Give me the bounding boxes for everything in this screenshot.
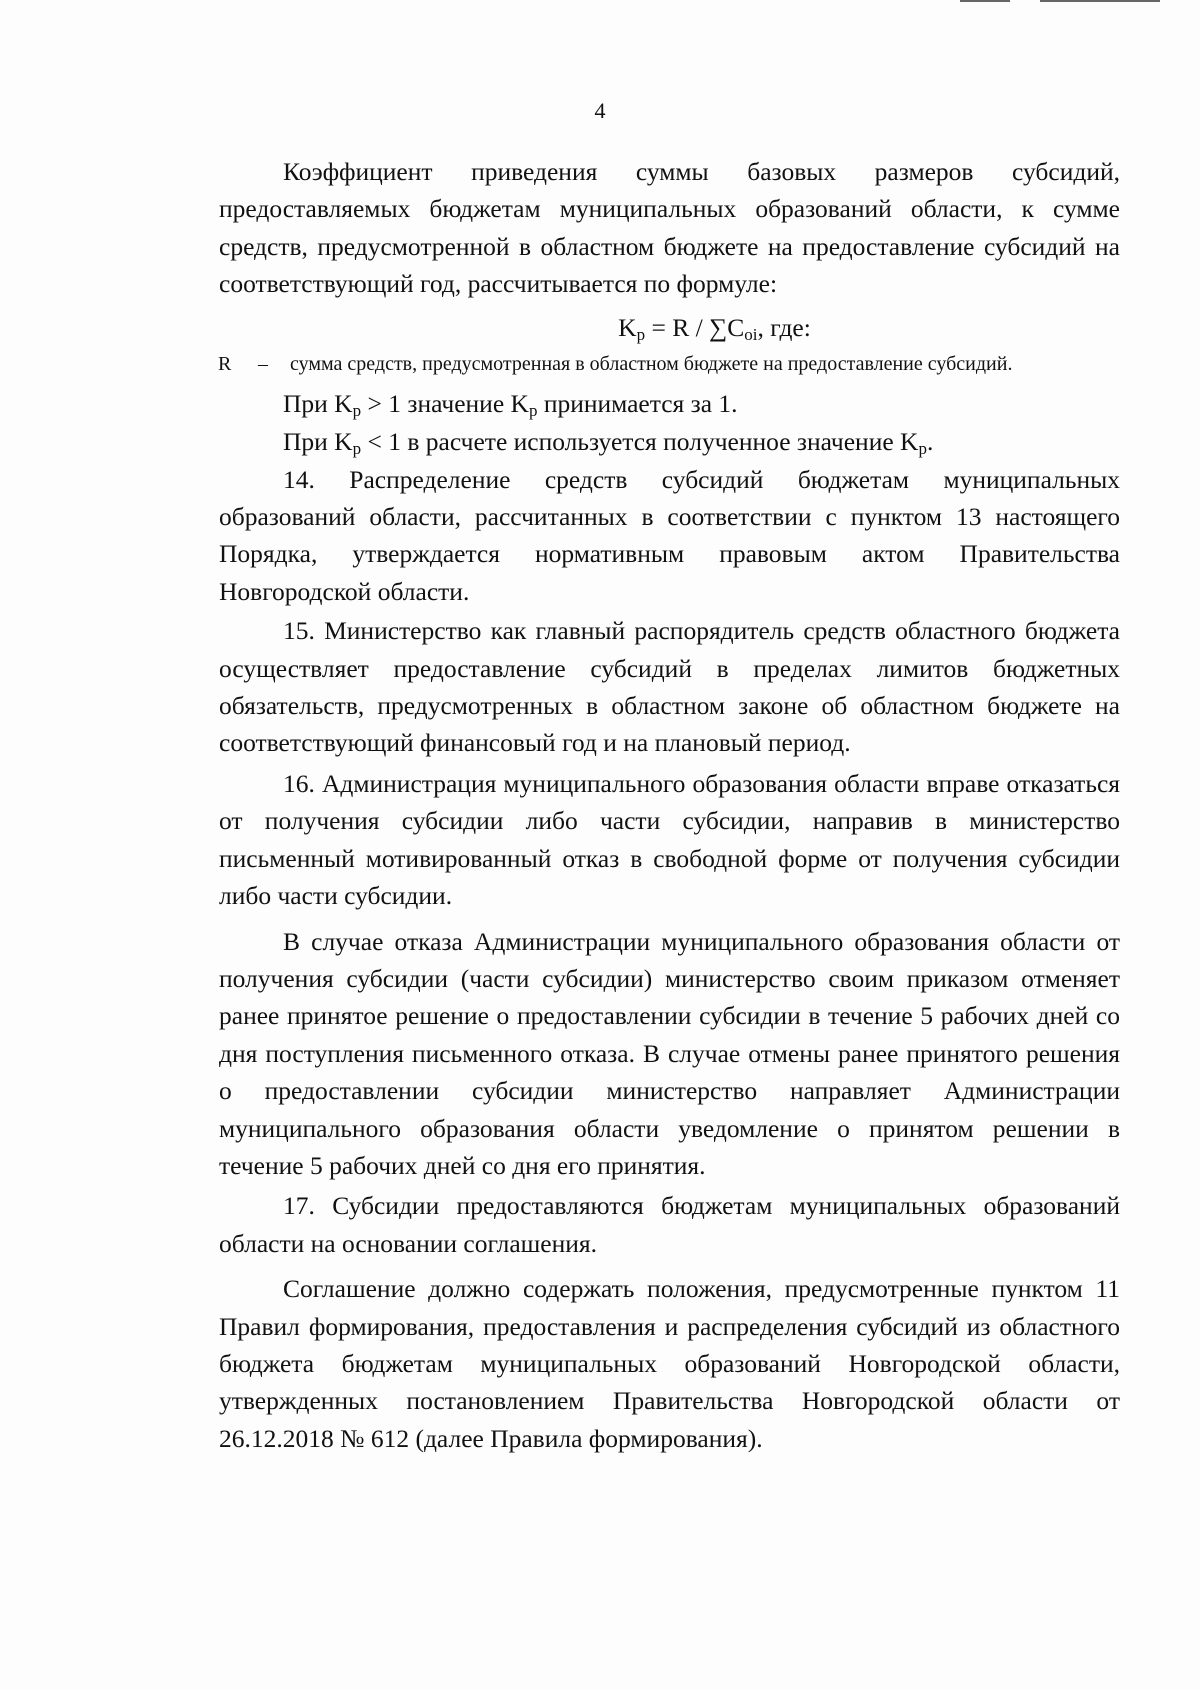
formula-sum-subscript: oi: [744, 324, 758, 344]
paragraph-agreement: Соглашение должно содержать положения, предусмотренные пунктом 11 Правил формирования, предоставления и распределения субсидий из областного бюджета бюджетам муниципальных образований Новгородской области, утвержденных постановлением Правительства Новгородской области от 26.12.2018 № 612 (далее Правила формирования).: [219, 1274, 1120, 1453]
paragraph-15: 15. Министерство как главный распорядитель средств областного бюджета осуществляет предоставление субсидий в пределах лимитов бюджетных обязательств, предусмотренных в областном законе об областном бюджете на соответствующий финансовый год и на плановый период.: [219, 616, 1120, 758]
paragraph-refusal: В случае отказа Администрации муниципального образования области от получения субсидии (части субсидии) министерство своим приказом отменяет ранее принятое решение о предоставлении субсидии в течение 5 рабочих дней со дня поступления письменного отказа. В случае отмены ранее принятого решения о предоставлении субсидии министерство направляет Администрации муниципального образования области уведомление о принятом решении в течение 5 рабочих дней со дня его принятия.: [219, 926, 1120, 1180]
condition-greater-part: При K: [283, 388, 353, 418]
formula-middle: = R / ∑C: [645, 312, 745, 342]
document-body: [219, 153, 1120, 1457]
paragraph-16: 16. Администрация муниципального образования области вправе отказаться от получения субсидии либо части субсидии, направив в министерство письменный мотивированный отказ в свободной форме от получения субсидии либо части субсидии.: [219, 768, 1120, 911]
condition-less-part: < 1 в расчете используется полученное значение K: [361, 426, 919, 456]
scan-edge-mark: [1040, 0, 1160, 2]
spacer: [219, 1262, 1120, 1270]
formula-k: K: [618, 312, 637, 342]
paragraph-14: 14. Распределение средств субсидий бюджетам муниципальных образований области, рассчитанных в соответствии с пунктом 13 настоящего Порядка, утверждается нормативным правовым актом Правительства Новгородской области.: [219, 464, 1120, 606]
formula: [219, 310, 1120, 346]
legend-text: сумма средств, предусмотренная в областном бюджете на предоставление субсидий.: [290, 352, 1013, 375]
condition-less-part: При K: [283, 426, 353, 456]
intro-paragraph: Коэффициент приведения суммы базовых размеров субсидий, предоставляемых бюджетам муниципальных образований области, к сумме средств, предусмотренной в областном бюджете на предоставление субсидий на соответствующий год, рассчитывается по формуле:: [219, 157, 1120, 299]
legend-symbol: R: [218, 352, 232, 375]
formula-suffix: , где:: [757, 312, 811, 342]
formula-k-subscript: p: [636, 324, 646, 344]
scan-edge-mark: [960, 0, 1010, 2]
condition-less: [219, 423, 1120, 461]
paragraph-17: 17. Субсидии предоставляются бюджетам муниципальных образований области на основании соглашения.: [219, 1191, 1120, 1258]
condition-less-subscript: p: [918, 438, 927, 458]
condition-less-part: .: [926, 426, 934, 456]
condition-greater: [219, 385, 1120, 423]
condition-greater-subscript: p: [528, 400, 538, 420]
condition-less-subscript: p: [352, 438, 362, 458]
formula-legend: [218, 353, 1120, 375]
page-number: 4: [594, 98, 606, 123]
condition-greater-subscript: p: [352, 400, 362, 420]
spacer: [219, 915, 1120, 923]
legend-dash: –: [258, 352, 268, 375]
condition-greater-part: принимается за 1.: [537, 388, 738, 418]
condition-greater-part: > 1 значение K: [361, 388, 529, 418]
